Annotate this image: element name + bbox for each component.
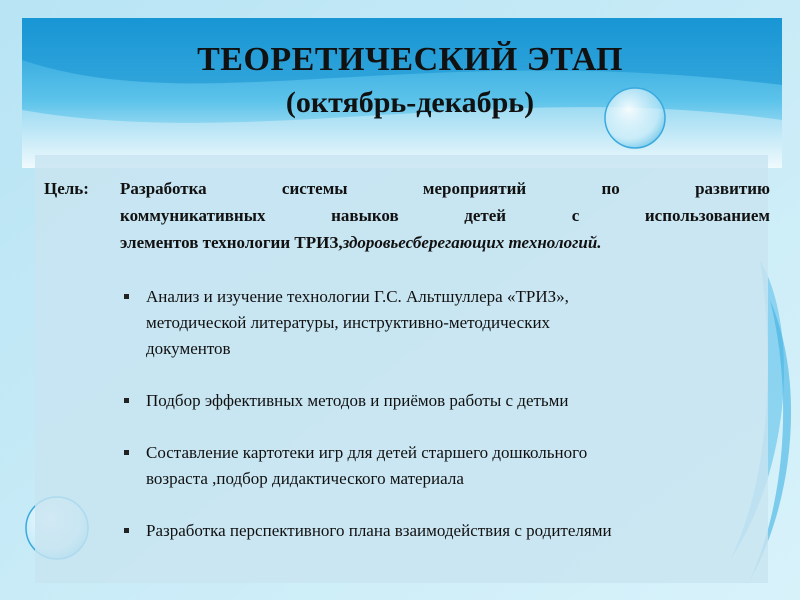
title-line-1: ТЕОРЕТИЧЕСКИЙ ЭТАП <box>197 41 623 78</box>
title-line-2: (октябрь-декабрь) <box>285 86 535 119</box>
goal-line-3 <box>120 229 770 256</box>
list-item <box>118 518 758 544</box>
list-item-line: методической литературы, инструктивно-методических <box>146 313 551 332</box>
goal-line-3-bold: элементов технологии ТРИЗ, <box>120 233 343 252</box>
list-item <box>118 388 758 414</box>
list-item <box>118 440 758 492</box>
goal-text <box>120 175 770 256</box>
bullet-icon <box>124 294 129 299</box>
list-item-line: возраста ,подбор дидактического материала <box>146 469 464 488</box>
list-item-line: Разработка перспективного плана взаимодействия с родителями <box>146 521 612 540</box>
list-item-line: Анализ и изучение технологии Г.С. Альтшуллера «ТРИЗ», <box>146 287 569 306</box>
bullet-icon <box>124 398 129 403</box>
slide-title <box>140 38 680 124</box>
goal-line-3-italic: здоровьесберегающих технологий. <box>342 233 602 252</box>
bullet-icon <box>124 450 129 455</box>
list-item-line: документов <box>146 339 231 358</box>
list-item <box>118 284 758 362</box>
list-item-line: Составление картотеки игр для детей старшего дошкольного <box>146 443 588 462</box>
goal-line-2: коммуникативных навыков детей с использованием <box>120 206 770 225</box>
list-item-line: Подбор эффективных методов и приёмов работы с детьми <box>146 391 569 410</box>
goal-line-1: Разработка системы мероприятий по развитию <box>120 179 770 198</box>
bullet-icon <box>124 528 129 533</box>
bullet-list <box>118 284 758 570</box>
goal-label: Цель: <box>44 179 89 198</box>
